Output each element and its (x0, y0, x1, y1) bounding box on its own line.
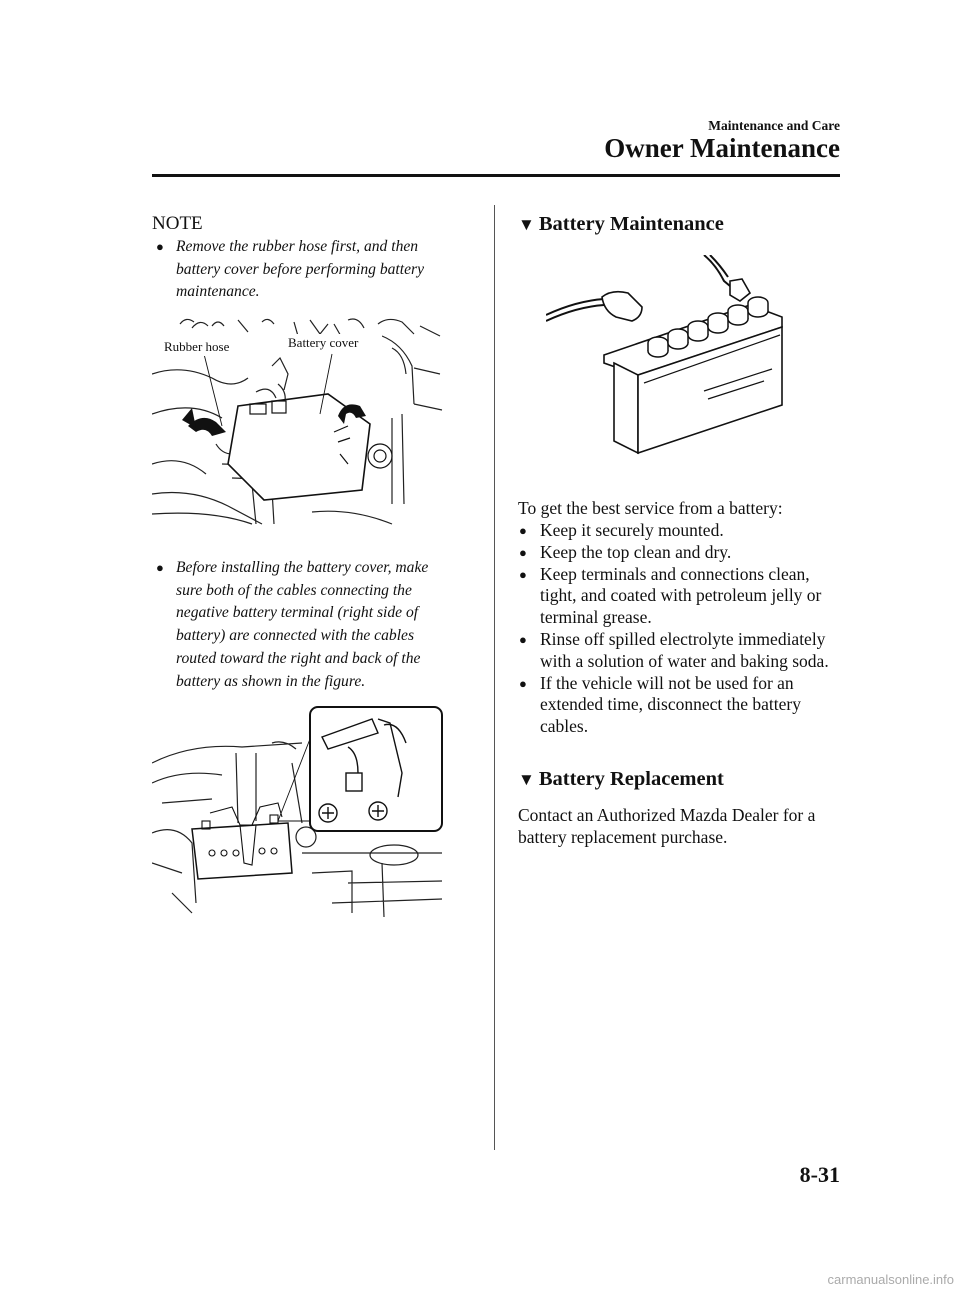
list-item-text: Keep the top clean and dry. (540, 541, 732, 562)
bullet-icon: ● (519, 675, 527, 691)
rubber-hose-label: Rubber hose (164, 339, 230, 354)
list-item-text: Keep it securely mounted. (540, 520, 724, 540)
column-divider (494, 205, 495, 1150)
list-item (518, 629, 848, 673)
page-title: Owner Maintenance (604, 133, 840, 163)
note-label: NOTE (152, 213, 203, 234)
list-item-text: If the vehicle will not be used for an extended time, disconnect the battery cables. (540, 672, 801, 737)
battery-cover-label: Battery cover (288, 335, 359, 350)
bullet-icon: ● (156, 560, 164, 575)
list-item (518, 542, 848, 564)
note-item-2 (156, 557, 456, 693)
list-item (518, 520, 848, 542)
battery-replacement-heading (518, 768, 724, 791)
bullet-icon: ● (519, 544, 527, 560)
battery-cover-figure (152, 314, 444, 528)
heading-text: Battery Maintenance (538, 213, 724, 235)
bullet-icon: ● (519, 523, 527, 538)
list-item-text: Rinse off spilled electrolyte immediately with a solution of water and baking soda. (540, 628, 829, 671)
battery-maintenance-heading (518, 213, 724, 236)
page-number: 8-31 (799, 1162, 840, 1187)
footer-watermark[interactable]: carmanualsonline.info (827, 1272, 954, 1287)
cable-routing-figure (152, 703, 444, 921)
list-item-text: Keep terminals and connections clean, tight, and coated with petroleum jelly or terminal grease. (540, 563, 822, 628)
bullet-icon: ● (519, 566, 527, 582)
replacement-text: Contact an Authorized Mazda Dealer for a battery replacement purchase. (518, 805, 816, 847)
note-item-text: Remove the rubber hose first, and then battery cover before performing battery maintenance. (176, 238, 424, 301)
list-item (518, 564, 848, 629)
maintenance-intro: To get the best service from a battery: (518, 498, 783, 518)
bullet-icon: ● (156, 239, 164, 254)
heading-text: Battery Replacement (538, 768, 724, 790)
heading-marker-icon: ▼ (518, 215, 535, 234)
list-item (518, 673, 848, 738)
note-item-text: Before installing the battery cover, make sure both of the cables connecting the negative battery terminal (right side of battery) are connected with the cables routed toward the right and back of the battery as shown in the figure. (176, 559, 429, 690)
battery-illustration (546, 255, 796, 460)
heading-marker-icon: ▼ (518, 770, 535, 789)
section-name: Maintenance and Care (708, 118, 840, 133)
header-rule (152, 174, 840, 177)
note-item-1 (156, 236, 456, 304)
bullet-icon: ● (519, 631, 527, 647)
maintenance-list (518, 520, 848, 738)
